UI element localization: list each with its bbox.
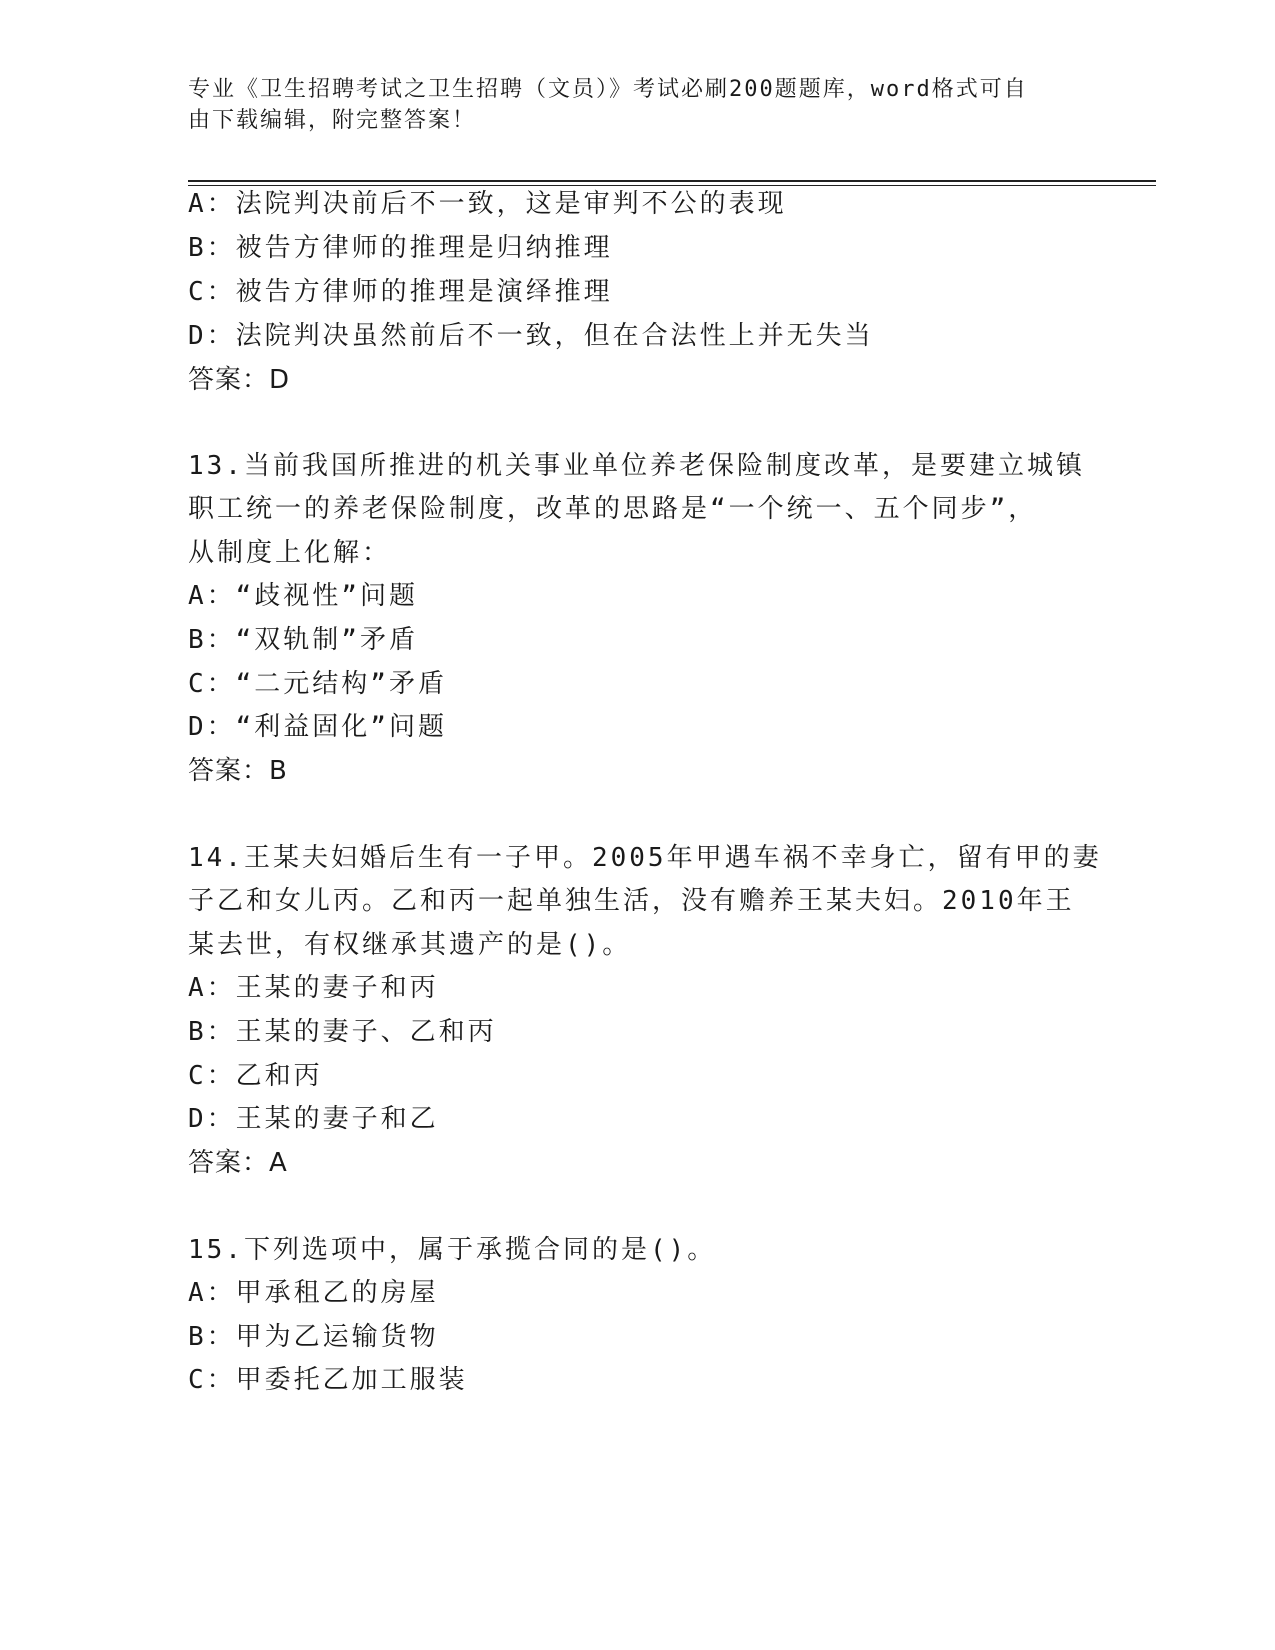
q13-option-d: D：“利益固化”问题 (188, 712, 447, 742)
q12-option-b: B：被告方律师的推理是归纳推理 (188, 233, 613, 263)
q14-answer: 答案：A (188, 1148, 288, 1178)
q14-option-b: B：王某的妻子、乙和丙 (188, 1017, 497, 1047)
q13-option-a: A：“歧视性”问题 (188, 581, 418, 611)
q13-stem-line-2: 职工统一的养老保险制度，改革的思路是“一个统一、五个同步”， (188, 494, 1038, 524)
q15-option-b: B：甲为乙运输货物 (188, 1322, 439, 1352)
q13-answer: 答案：B (188, 756, 288, 786)
q12-option-d: D：法院判决虽然前后不一致，但在合法性上并无失当 (188, 321, 874, 351)
q14-stem-line-2: 子乙和女儿丙。乙和丙一起单独生活，没有赡养王某夫妇。2010年王 (188, 886, 1075, 916)
document-header (188, 74, 1088, 136)
q14-option-d: D：王某的妻子和乙 (188, 1104, 439, 1134)
header-divider-thin (188, 185, 1156, 186)
q12-option-c: C：被告方律师的推理是演绎推理 (188, 277, 613, 307)
q14-option-a: A：王某的妻子和丙 (188, 973, 439, 1003)
q12-option-a: A：法院判决前后不一致，这是审判不公的表现 (188, 189, 787, 219)
header-line-2: 由下载编辑，附完整答案！ (188, 108, 477, 133)
q13-option-b: B：“双轨制”矛盾 (188, 625, 418, 655)
header-line-1: 专业《卫生招聘考试之卫生招聘（文员）》考试必刷200题题库，word格式可自 (188, 77, 1028, 102)
q14-stem-line-3: 某去世，有权继承其遗产的是()。 (188, 930, 632, 960)
q15-stem-line-1: 15.下列选项中，属于承揽合同的是()。 (188, 1235, 717, 1265)
q14-option-c: C：乙和丙 (188, 1061, 323, 1091)
q14-stem-line-1: 14.王某夫妇婚后生有一子甲。2005年甲遇车祸不幸身亡，留有甲的妻 (188, 843, 1102, 873)
q15-option-c: C：甲委托乙加工服装 (188, 1365, 468, 1395)
q13-option-c: C：“二元结构”矛盾 (188, 669, 447, 699)
q13-stem-line-3: 从制度上化解： (188, 538, 392, 568)
q12-answer: 答案：D (188, 365, 291, 395)
q15-option-a: A：甲承租乙的房屋 (188, 1278, 439, 1308)
header-divider-thick (188, 180, 1156, 182)
q13-stem-line-1: 13.当前我国所推进的机关事业单位养老保险制度改革，是要建立城镇 (188, 451, 1085, 481)
